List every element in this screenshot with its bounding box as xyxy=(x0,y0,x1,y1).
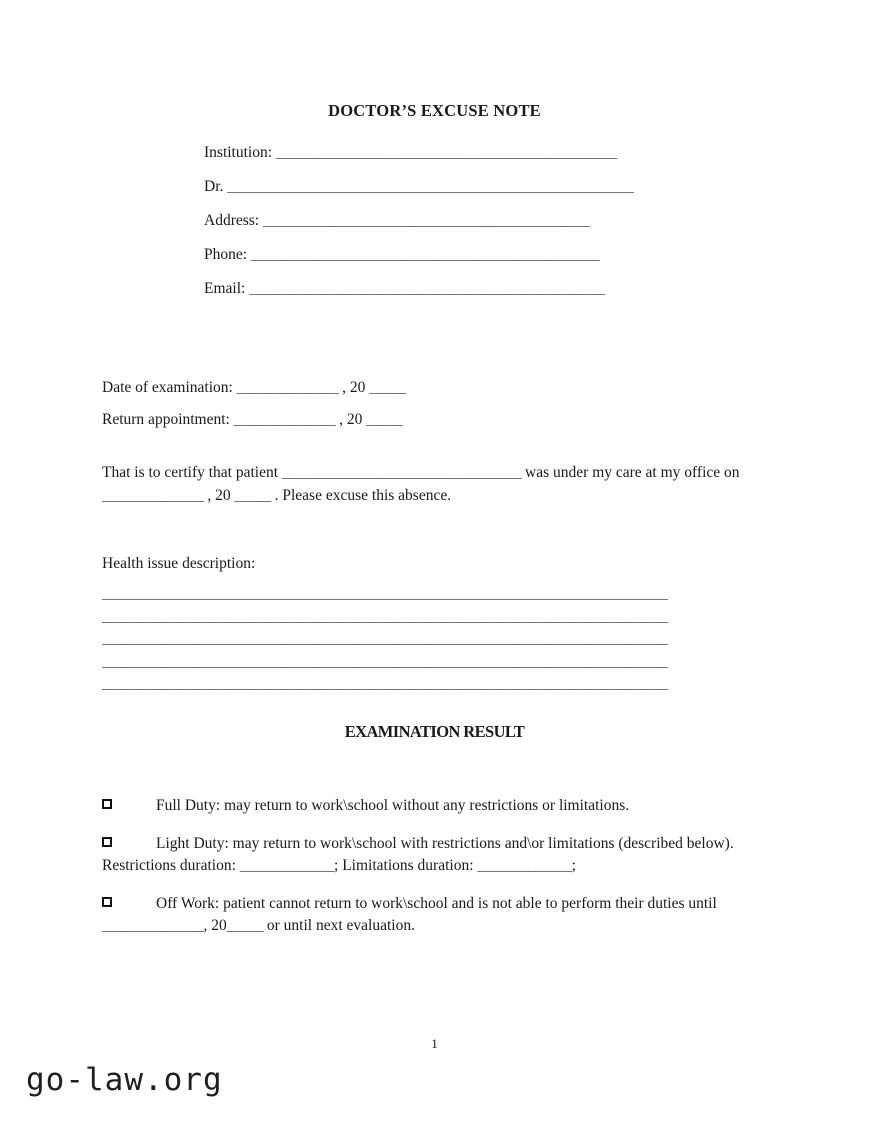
field-doctor-blank[interactable]: ________________________________________________________ xyxy=(227,178,634,195)
option-light-duty-label: Light Duty: may return to work\school with restrictions and\or limitations (described below). Restrictions duration: xyxy=(102,834,734,874)
off-work-date-blank[interactable]: ______________ xyxy=(102,917,204,934)
field-return-appointment[interactable] xyxy=(102,404,802,436)
date-of-examination-label: Date of examination: xyxy=(102,379,233,396)
field-phone[interactable] xyxy=(204,238,824,272)
certification-patient-blank[interactable]: _________________________________ xyxy=(281,464,522,481)
certification-paragraph xyxy=(102,462,768,507)
page-number: 1 xyxy=(431,1036,438,1051)
provider-fields-block xyxy=(204,136,824,306)
limitations-duration-label: ; Limitations duration: xyxy=(334,857,478,874)
field-email[interactable] xyxy=(204,272,824,306)
option-full-duty-label: Full Duty: may return to work\school without any restrictions or limitations. xyxy=(156,797,630,814)
certification-year-blank[interactable]: _____ xyxy=(234,486,271,504)
empty-checkbox-icon[interactable] xyxy=(102,799,112,809)
health-issue-line[interactable]: ______________________________________________________________________________ xyxy=(102,630,668,647)
return-appointment-label: Return appointment: xyxy=(102,411,230,428)
health-issue-line[interactable]: ______________________________________________________________________________ xyxy=(102,607,668,625)
field-doctor-label: Dr. xyxy=(204,178,224,195)
option-light-duty[interactable] xyxy=(102,833,770,878)
empty-checkbox-icon[interactable] xyxy=(102,897,112,907)
option-light-duty-tail: ; xyxy=(571,857,576,874)
date-of-examination-separator: , 20 xyxy=(342,379,366,396)
field-doctor[interactable] xyxy=(204,170,824,204)
field-institution[interactable] xyxy=(204,136,824,170)
option-full-duty[interactable] xyxy=(102,795,770,818)
empty-checkbox-icon[interactable] xyxy=(102,837,112,847)
health-issue-line[interactable]: ______________________________________________________________________________ xyxy=(102,652,668,670)
restrictions-duration-blank[interactable]: _____________ xyxy=(239,857,335,874)
field-institution-blank[interactable]: _______________________________________________ xyxy=(275,144,617,161)
examination-result-title: EXAMINATION RESULT xyxy=(344,722,525,741)
page-title: DOCTOR’S EXCUSE NOTE xyxy=(328,101,541,120)
health-issue-lines[interactable] xyxy=(102,583,770,696)
field-address-label: Address: xyxy=(204,212,260,229)
return-appointment-blank[interactable]: ______________ xyxy=(233,411,336,428)
certification-year-prefix: , 20 xyxy=(207,486,231,504)
field-date-of-examination[interactable] xyxy=(102,372,802,404)
field-phone-blank[interactable]: ________________________________________________ xyxy=(250,246,599,263)
health-issue-label: Health issue description: xyxy=(102,555,256,572)
option-off-work-label: Off Work: patient cannot return to work\school and is not able to perform their duties until xyxy=(156,894,717,912)
field-address-blank[interactable]: _____________________________________________ xyxy=(262,212,590,229)
return-appointment-year-blank[interactable]: _____ xyxy=(366,411,403,428)
off-work-year-blank[interactable]: _____ xyxy=(226,917,263,934)
limitations-duration-blank[interactable]: _____________ xyxy=(477,857,572,874)
watermark-go-law-org: go-law.org xyxy=(26,1062,223,1098)
field-email-label: Email: xyxy=(204,280,246,297)
date-fields-block xyxy=(102,372,802,436)
field-address[interactable] xyxy=(204,204,824,238)
return-appointment-separator: , 20 xyxy=(339,411,363,428)
field-phone-label: Phone: xyxy=(204,246,248,263)
option-off-work[interactable] xyxy=(102,893,770,938)
option-off-work-tail: or until next evaluation. xyxy=(263,917,415,934)
certification-tail-text: . Please excuse this absence. xyxy=(274,486,452,504)
health-issue-line[interactable]: ______________________________________________________________________________ xyxy=(102,675,668,692)
examination-result-options xyxy=(102,795,770,953)
field-email-blank[interactable]: _________________________________________________ xyxy=(249,280,605,297)
health-issue-line[interactable]: ______________________________________________________________________________ xyxy=(102,585,668,602)
date-of-examination-year-blank[interactable]: _____ xyxy=(369,379,406,396)
field-institution-label: Institution: xyxy=(204,144,273,161)
off-work-year-prefix: , 20 xyxy=(203,917,227,934)
certification-date-blank[interactable]: ______________ xyxy=(102,486,204,504)
date-of-examination-blank[interactable]: ______________ xyxy=(236,379,339,396)
certification-lead-text: That is to certify that patient xyxy=(102,464,279,481)
certification-middle-text: was under my care at my office on xyxy=(525,464,740,481)
